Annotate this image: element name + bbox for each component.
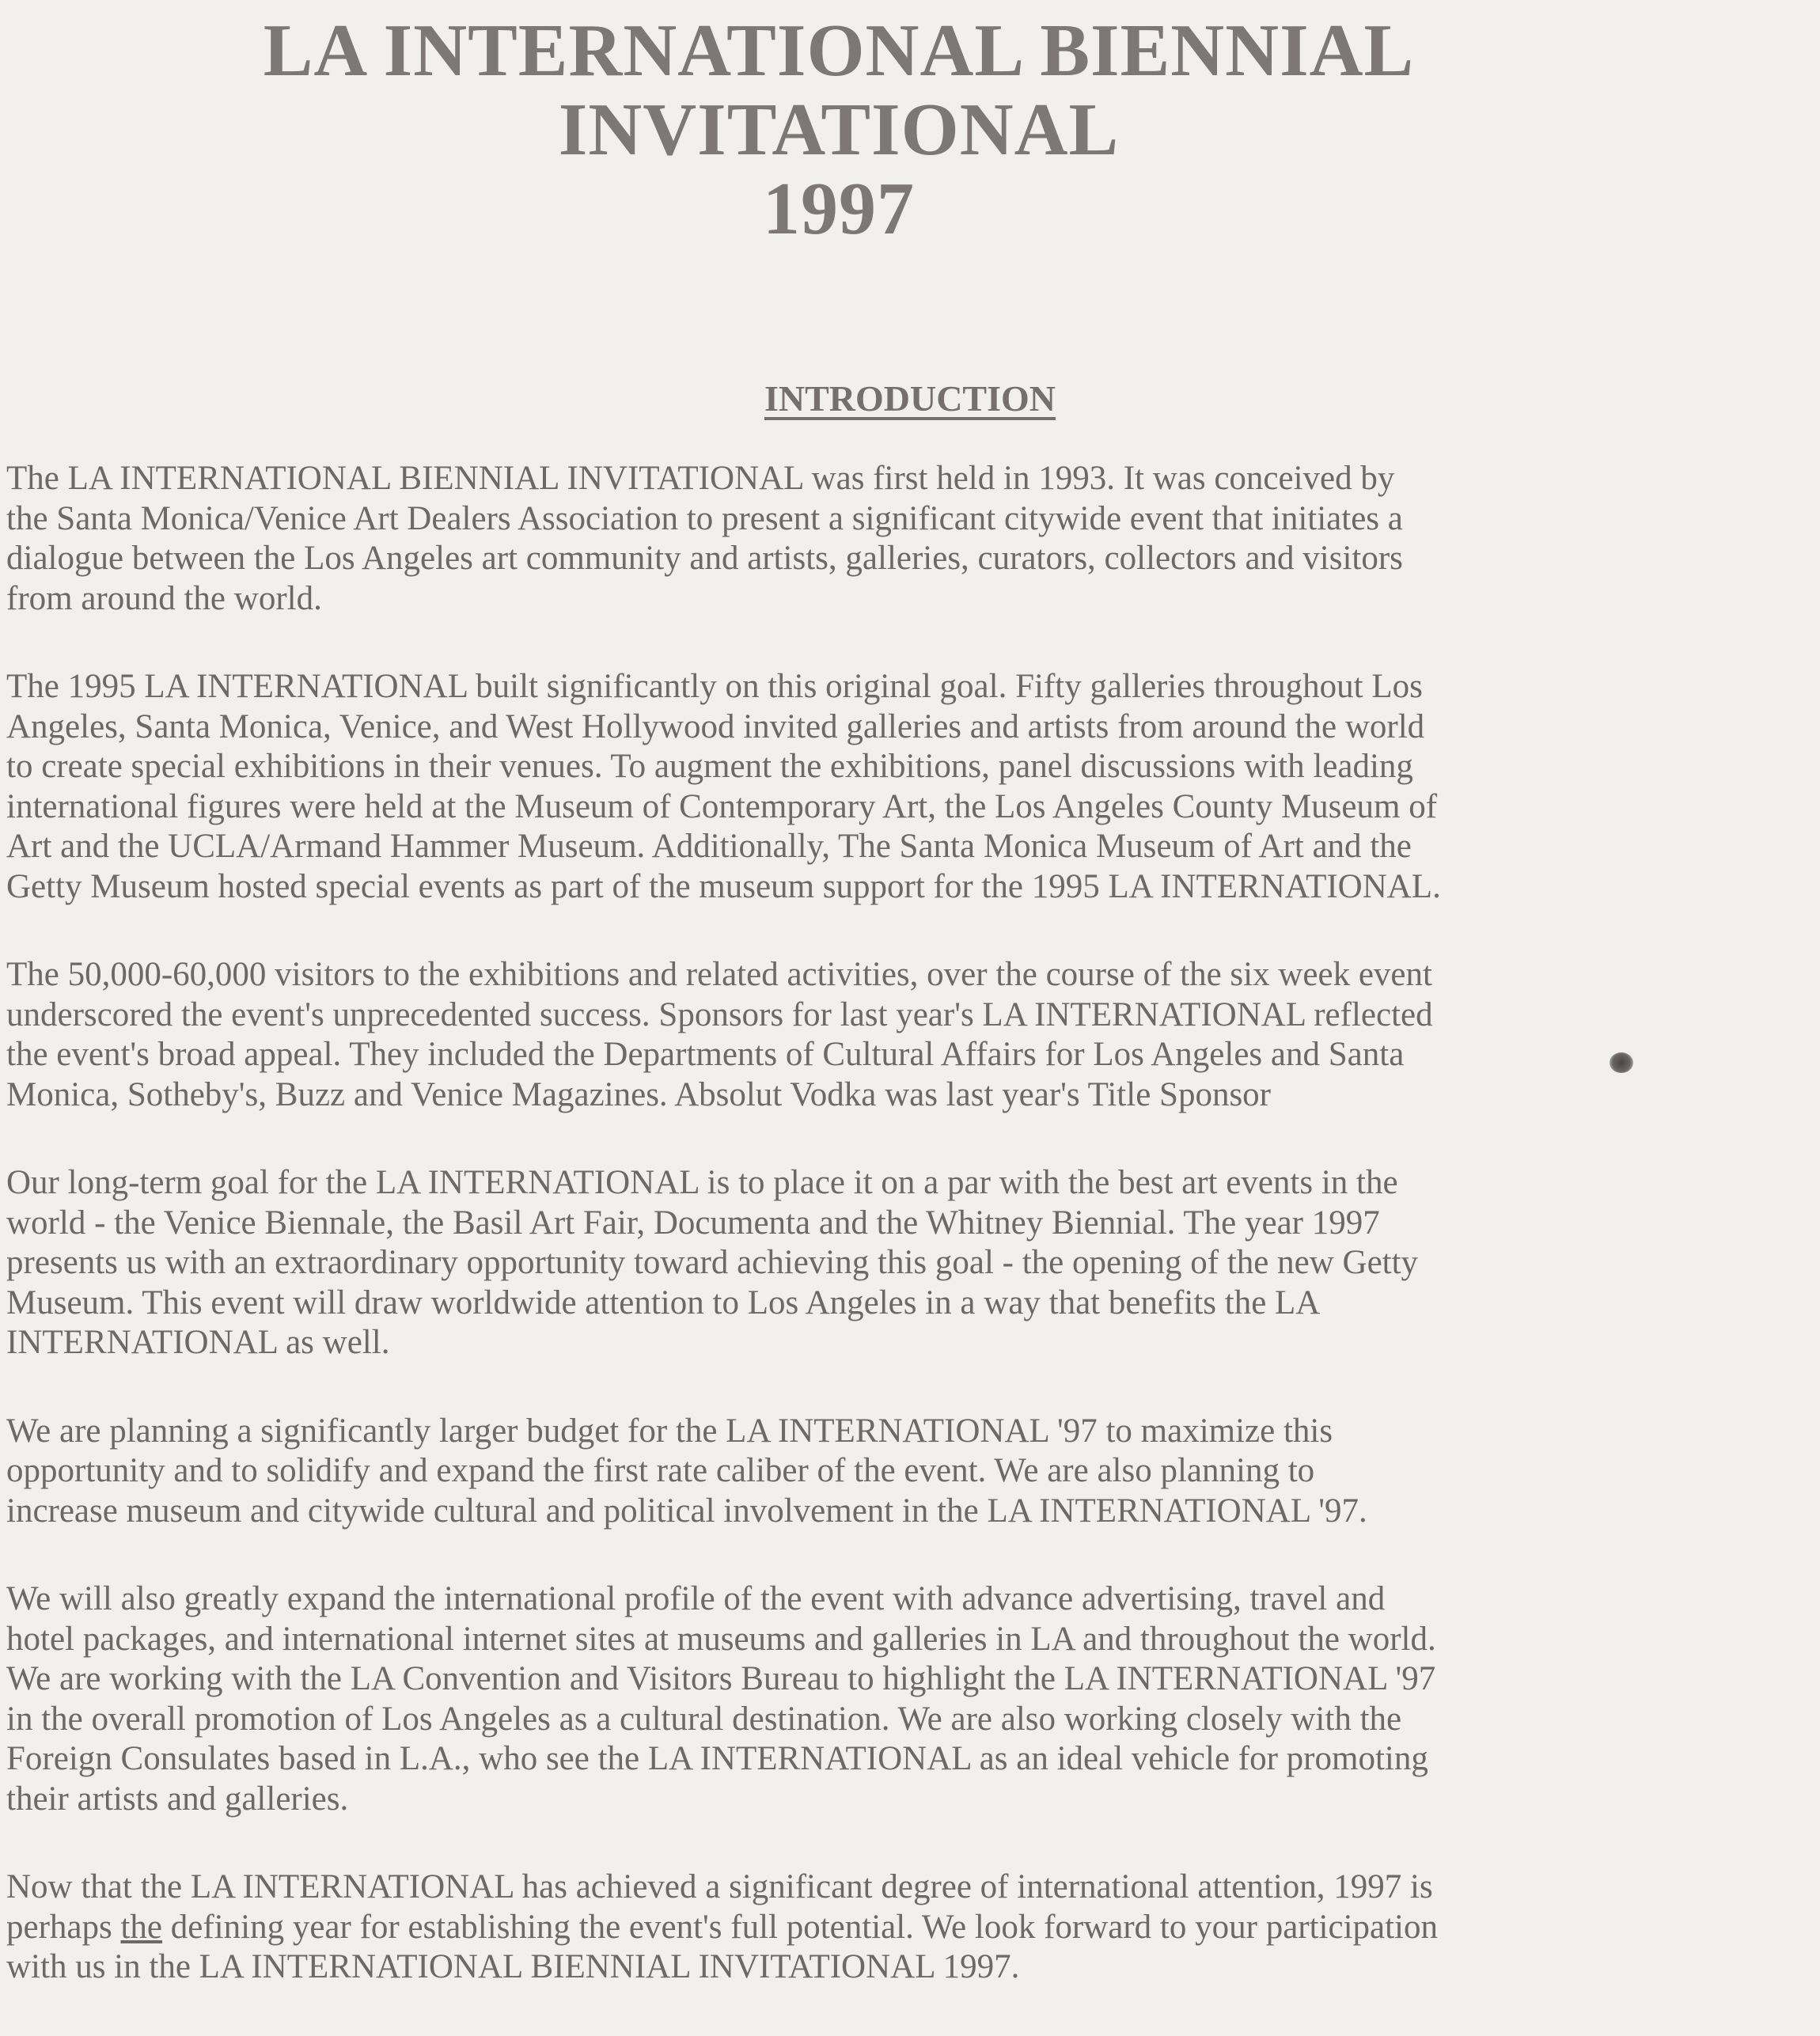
paragraph-line: Our long-term goal for the LA INTERNATIONAL is to place it on a par with the best art events in the [6, 1164, 1398, 1201]
paragraph-line: Art and the UCLA/Armand Hammer Museum. Additionally, The Santa Monica Museum of Art and the [6, 828, 1412, 865]
paragraph-line: INTERNATIONAL as well. [6, 1324, 390, 1361]
paragraph-line: to create special exhibitions in their venues. To augment the exhibitions, panel discussions with leading [6, 748, 1413, 785]
paragraph-line: world - the Venice Biennale, the Basil Art Fair, Documenta and the Whitney Biennial. The year 1997 [6, 1204, 1380, 1242]
ink-spot-mark [1610, 1052, 1633, 1073]
paragraph-3 [6, 955, 1747, 1115]
document-title [0, 11, 1678, 248]
paragraph-line: hotel packages, and international internet sites at museums and galleries in LA and throughout the world. [6, 1620, 1436, 1658]
paragraph-line: their artists and galleries. [6, 1780, 349, 1818]
line-text: perhaps [6, 1908, 121, 1946]
paragraph-line: in the overall promotion of Los Angeles as a cultural destination. We are also working closely with the [6, 1700, 1402, 1738]
paragraph-2 [6, 667, 1747, 907]
paragraph-line: presents us with an extraordinary opportunity toward achieving this goal - the opening of the new Getty [6, 1244, 1419, 1281]
paragraph-line: We will also greatly expand the international profile of the event with advance advertising, travel and [6, 1580, 1386, 1617]
paragraph-line: Museum. This event will draw worldwide attention to Los Angeles in a way that benefits the LA [6, 1283, 1321, 1321]
paragraph-line: We are planning a significantly larger budget for the LA INTERNATIONAL '97 to maximize this [6, 1412, 1333, 1450]
paragraph-line: The 50,000-60,000 visitors to the exhibitions and related activities, over the course of the six week event [6, 956, 1432, 993]
paragraph-line [6, 1908, 1747, 1948]
paragraph-6 [6, 1579, 1747, 1819]
paragraph-line: Monica, Sotheby's, Buzz and Venice Magazines. Absolut Vodka was last year's Title Sponsor [6, 1075, 1271, 1113]
paragraph-line: the event's broad appeal. They included the Departments of Cultural Affairs for Los Angeles and Santa [6, 1036, 1405, 1073]
paragraph-line: Angeles, Santa Monica, Venice, and West Hollywood invited galleries and artists from around the world [6, 707, 1425, 745]
paragraph-1 [6, 459, 1747, 619]
paragraph-line: from around the world. [6, 579, 322, 617]
paragraph-4 [6, 1163, 1747, 1363]
title-line-2: INVITATIONAL [558, 89, 1120, 171]
title-line-1: LA INTERNATIONAL BIENNIAL [263, 9, 1415, 92]
paragraph-line: underscored the event's unprecedented success. Sponsors for last year's LA INTERNATIONAL reflected [6, 995, 1433, 1033]
paragraph-line: opportunity and to solidify and expand the first rate caliber of the event. We are also planning to [6, 1452, 1315, 1489]
underlined-emphasis: the [120, 1908, 163, 1946]
paragraph-line: Now that the LA INTERNATIONAL has achieved a significant degree of international attention, 1997 is [6, 1868, 1433, 1905]
paragraph-line: The LA INTERNATIONAL BIENNIAL INVITATIONAL was first held in 1993. It was conceived by [6, 460, 1395, 497]
paragraph-line: with us in the LA INTERNATIONAL BIENNIAL INVITATIONAL 1997. [6, 1948, 1020, 1985]
body-text [6, 459, 1747, 2036]
paragraph-7 [6, 1867, 1747, 1988]
paragraph-line: the Santa Monica/Venice Art Dealers Association to present a significant citywide event that initiates a [6, 499, 1403, 537]
paragraph-line: Foreign Consulates based in L.A., who see the LA INTERNATIONAL as an ideal vehicle for promoting [6, 1740, 1428, 1777]
paragraph-line: international figures were held at the Museum of Contemporary Art, the Los Angeles County Museum of [6, 787, 1438, 825]
paragraph-line: increase museum and citywide cultural and political involvement in the LA INTERNATIONAL '97. [6, 1492, 1367, 1530]
paragraph-line: dialogue between the Los Angeles art community and artists, galleries, curators, collectors and visitors [6, 540, 1403, 577]
title-line-3: 1997 [763, 168, 915, 250]
paragraph-5 [6, 1412, 1747, 1532]
section-heading-introduction: INTRODUCTION [764, 378, 1056, 419]
paragraph-line: Getty Museum hosted special events as part of the museum support for the 1995 LA INTERNATIONAL. [6, 867, 1441, 905]
paragraph-line: The 1995 LA INTERNATIONAL built significantly on this original goal. Fifty galleries throughout Los [6, 668, 1423, 705]
line-text: defining year for establishing the event's full potential. We look forward to your participation [162, 1908, 1439, 1946]
paragraph-line: We are working with the LA Convention and Visitors Bureau to highlight the LA INTERNATIONAL '97 [6, 1660, 1436, 1697]
